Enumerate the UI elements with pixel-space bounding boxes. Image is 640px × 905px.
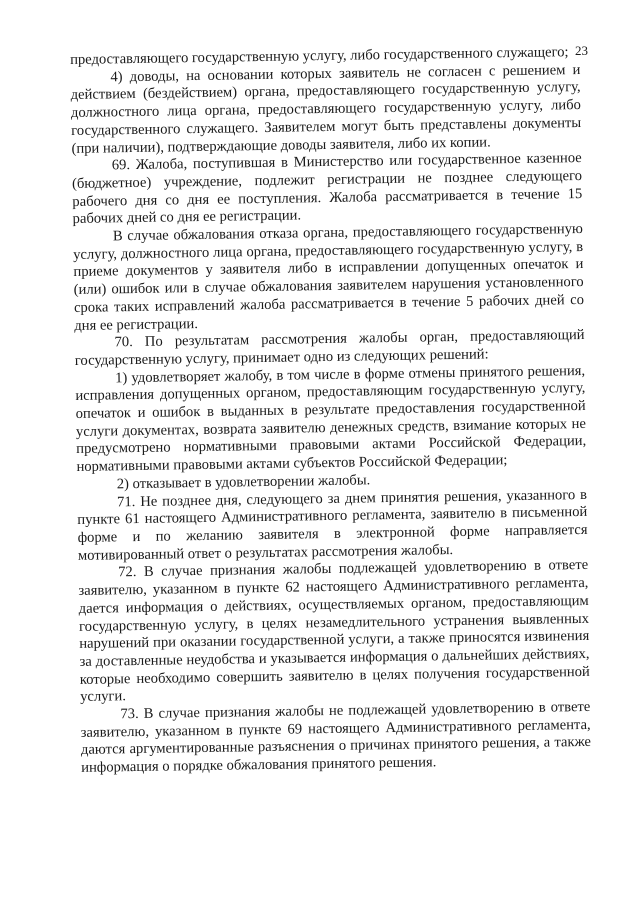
paragraph: 69. Жалоба, поступившая в Министерство или государственное казенное (бюджетное) учреждение, подлежит регистрации не позднее следующего рабочего дня со дня ее поступления. Жалоба рассматривается в течение 15 рабочих дней со дня ее регистрации. <box>71 150 583 228</box>
paragraph: предоставляющего государственную услугу, либо государственного служащего; <box>70 44 569 68</box>
paragraph: В случае обжалования отказа органа, предоставляющего государственную услугу, должностного лица органа, предоставляющего государственную услугу, в приеме документов у заявителя либо в исправлении допущенных опечаток и (или) ошибок или в случае обжалования заявителем нарушения установленного срока таких исправлений жалоба рассматривается в течение 5 рабочих дней со дня ее регистрации. <box>73 220 585 334</box>
paragraph: 4) доводы, на основании которых заявитель не согласен с решением и действием (бездействием) органа, предоставляющего государственную услугу, должностного лица органа, предоставляющего государственную услугу, либо государственного служащего. Заявителем могут быть представлены документы (при наличии), подтверждающие доводы заявителя, либо их копии. <box>70 61 582 157</box>
paragraph: 2) отказывает в удовлетворении жалобы. <box>116 472 371 493</box>
paragraph: 73. В случае признания жалобы не подлежащей удовлетворению в ответе заявителю, указанном в пункте 69 настоящего Административного регламента, даются аргументированные разъяснения о причинах принятого решения, а также информация о порядке обжалования принятого решения. <box>80 698 592 777</box>
paragraph: 72. В случае признания жалобы подлежащей удовлетворению в ответе заявителю, указанном в пункте 62 настоящего Административного регламента, дается информация о действиях, осуществляемых органом, предоставляющим государственную услугу, в целях незамедлительного устранения выявленных нарушений при оказании государственной услуги, а также приносятся извинения за доставленные неудобства и указывается информация о дальнейших действиях, которые необходимо совершить заявителю в целях получения государственной услуги. <box>78 557 590 706</box>
document-body <box>70 44 591 778</box>
page-number: 23 <box>575 43 588 58</box>
paragraph: 1) удовлетворяет жалобу, в том числе в форме отмены принятого решения, исправления допущенных органом, предоставляющим государственную услугу, опечаток и ошибок в выданных в результате предоставления государственной услуги документах, возврата заявителю денежных средств, взимание которых не предусмотрено нормативными правовыми актами Российской Федерации, нормативными правовыми актами субъектов Российской Федерации; <box>75 362 587 476</box>
paragraph: 71. Не позднее дня, следующего за днем принятия решения, указанного в пункте 61 настоящего Административного регламента, заявителю в письменной форме и по желанию заявителя в электронной форме направляется мотивированный ответ о результатах рассмотрения жалобы. <box>77 486 588 564</box>
paragraph: 70. По результатам рассмотрения жалобы орган, предоставляющий государственную услугу, принимает одно из следующих решений: <box>74 327 585 369</box>
